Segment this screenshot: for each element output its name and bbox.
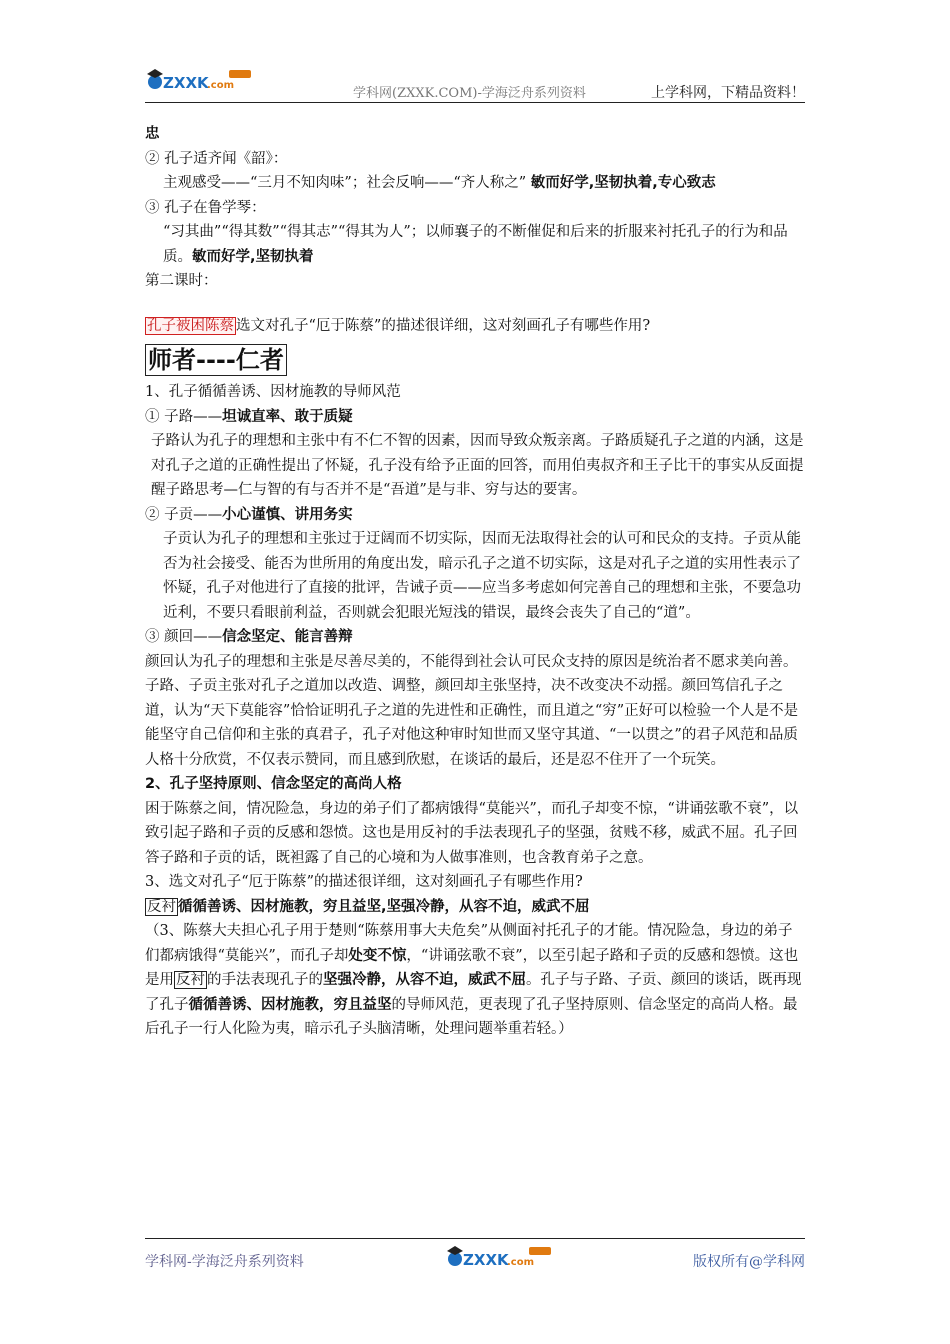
boxed-fanchen-inline: 反衬	[176, 972, 205, 988]
yanhui-body: 颜回认为孔子的理想和主张是尽善尽美的，不能得到社会认可民众支持的原因是统治者不愿求美向善。子路、子贡主张对孔子之道加以改造、调整，颜回却主张坚持，决不改变决不动摇。颜回笃信孔子之道，认为“天下莫能容”恰恰证明孔子之道的先进性和正确性，而且道之“穷”正好可以检验一个人是不是能坚守自己信仰和主张的真君子，孔子对他这种审时知世而又坚守其道、“一以贯之”的君子风范和品质人格十分欣赏，不仅表示赞同，而且感到欣慰，在谈话的最后，还是忍不住开了一个玩笑。	[145, 653, 799, 768]
bold-text: 坚强冷静，从容不迫，威武不屈	[323, 972, 526, 988]
question-line	[145, 314, 807, 339]
zxxk-footer-logo	[445, 1243, 555, 1273]
text: 。孔子与子路、子贡、颜回的谈话，既再现了孔子	[145, 972, 802, 1013]
bold-text: 小心谨慎、讲用务实	[222, 506, 353, 523]
line-lesson-two: 第二课时：	[145, 273, 218, 289]
text: （3、陈蔡大夫担心孔子用于楚则“陈蔡用事大夫危矣”从侧面衬托孔子的才能。情况险急，身边的弟子们都病饿得“莫能兴”，而孔子却	[145, 923, 793, 964]
bold-text: 循循善诱、因材施教，穷且益坚,坚强冷静，从容不迫，威武不屈	[178, 898, 590, 915]
line-lu-qin: ③ 孔子在鲁学琴：	[145, 199, 266, 216]
yanhui-heading	[145, 625, 807, 650]
page-footer	[145, 1238, 805, 1279]
line-zhong: 忠	[145, 126, 160, 142]
zigong-heading	[145, 503, 807, 528]
text: 的导师风范，更表现了孔子坚持原则、信念坚定的高尚人格。最后孔子一行人化险为夷，暗示孔子头脑清晰，处理问题举重若轻。）	[145, 996, 798, 1037]
text: 主观感受——“三月不知肉味”；社会反响——“齐人称之”	[163, 175, 531, 191]
highlight-chen-cai: 孔子被困陈蔡	[147, 317, 234, 334]
text: ① 子路——	[145, 408, 223, 425]
document-body	[145, 122, 807, 1042]
svg-text:ZXXK: ZXXK	[163, 74, 209, 92]
footer-copyright: 版权所有@学科网	[693, 1254, 805, 1270]
bold-text: 信念坚定、能言善辩	[222, 629, 353, 645]
bold-text: 坦诚直率、敢于质疑	[222, 408, 353, 425]
boxed-fanchen: 反衬	[147, 898, 176, 915]
section-3-heading: 3、选文对孔子“厄于陈蔡”的描述很详细，这对刻画孔子有哪些作用?	[145, 874, 583, 890]
section-title: 师者----仁者	[145, 344, 287, 376]
footer-site-name: 学科网-学海泛舟系列资料	[145, 1254, 304, 1270]
bold-text: 敏而好学,坚韧执着,专心致志	[530, 175, 716, 191]
zxxk-logo	[145, 66, 255, 96]
svg-text:.com: .com	[507, 1257, 535, 1268]
section-2-heading: 2、孔子坚持原则、信念坚定的高尚人格	[145, 776, 402, 792]
section-1-heading: 1、孔子循循善诱、因材施教的导师风范	[145, 384, 401, 400]
text: 的手法表现孔子的	[207, 972, 323, 988]
text: “习其曲”“得其数”“得其志”“得其为人”；以师襄子的不断催促和后来的折服来衬托孔子的行为和品质。	[163, 224, 788, 265]
zilu-heading	[145, 405, 807, 430]
svg-text:.com: .com	[207, 80, 235, 91]
text: ② 子贡——	[145, 506, 223, 523]
zilu-body: 子路认为孔子的理想和主张中有不仁不智的因素，因而导致众叛亲离。子路质疑孔子之道的内涵，这是对孔子之道的正确性提出了怀疑，孔子没有给予正面的回答，而用伯夷叔齐和王子比干的事实从反面提醒子路思考—仁与智的有与否并不是“吾道”是与非、穷与达的要害。	[151, 433, 804, 498]
bold-text: 处变不惊	[348, 947, 407, 964]
text: ③ 颜回——	[145, 629, 223, 645]
svg-text:ZXXK: ZXXK	[463, 1251, 509, 1269]
section-3-answer	[145, 895, 807, 920]
explanation-paragraph	[145, 919, 807, 1042]
bold-text: 敏而好学,坚韧执着	[192, 248, 314, 265]
line-qi-shao: ② 孔子适齐闻《韶》：	[145, 150, 288, 167]
text: ，“讲诵弦歌不衰”，以至引起子路和子贡的反感和怨愤。这也是用	[145, 947, 799, 988]
page-header	[145, 62, 805, 103]
section-2-body: 困于陈蔡之间，情况险急，身边的弟子们了都病饿得“莫能兴”，而孔子却变不惊，“讲诵弦歌不衰”，以致引起子路和子贡的反感和怨愤。这也是用反衬的手法表现孔子的坚强，贫贱不移，威武不屈。孔子回答子路和子贡的话，既袒露了自己的心境和为人做事准则，也含教育弟子之意。	[145, 800, 799, 866]
zigong-body: 子贡认为孔子的理想和主张过于迂阔而不切实际，因而无法取得社会的认可和民众的支持。子贡从能否为社会接受、能否为世所用的角度出发，暗示孔子之道不切实际，这是对孔子之道的实用性表示了怀疑，孔子对他进行了直接的批评，告诫子贡——应当多考虑如何完善自己的理想和主张，不要急功近利，不要只看眼前利益，否则就会犯眼光短浅的错误，最终会丧失了自己的“道”。	[163, 531, 801, 621]
header-site-name: 学科网(ZXXK.COM)-学海泛舟系列资料	[353, 86, 586, 101]
bold-text: 循循善诱、因材施教，穷且益坚	[188, 996, 392, 1013]
header-slogan: 上学科网，下精品资料！	[651, 85, 805, 101]
line-lu-qin-detail	[145, 220, 807, 269]
line-qi-shao-detail	[145, 171, 807, 196]
text: 选文对孔子“厄于陈蔡”的描述很详细，这对刻画孔子有哪些作用?	[236, 317, 651, 334]
